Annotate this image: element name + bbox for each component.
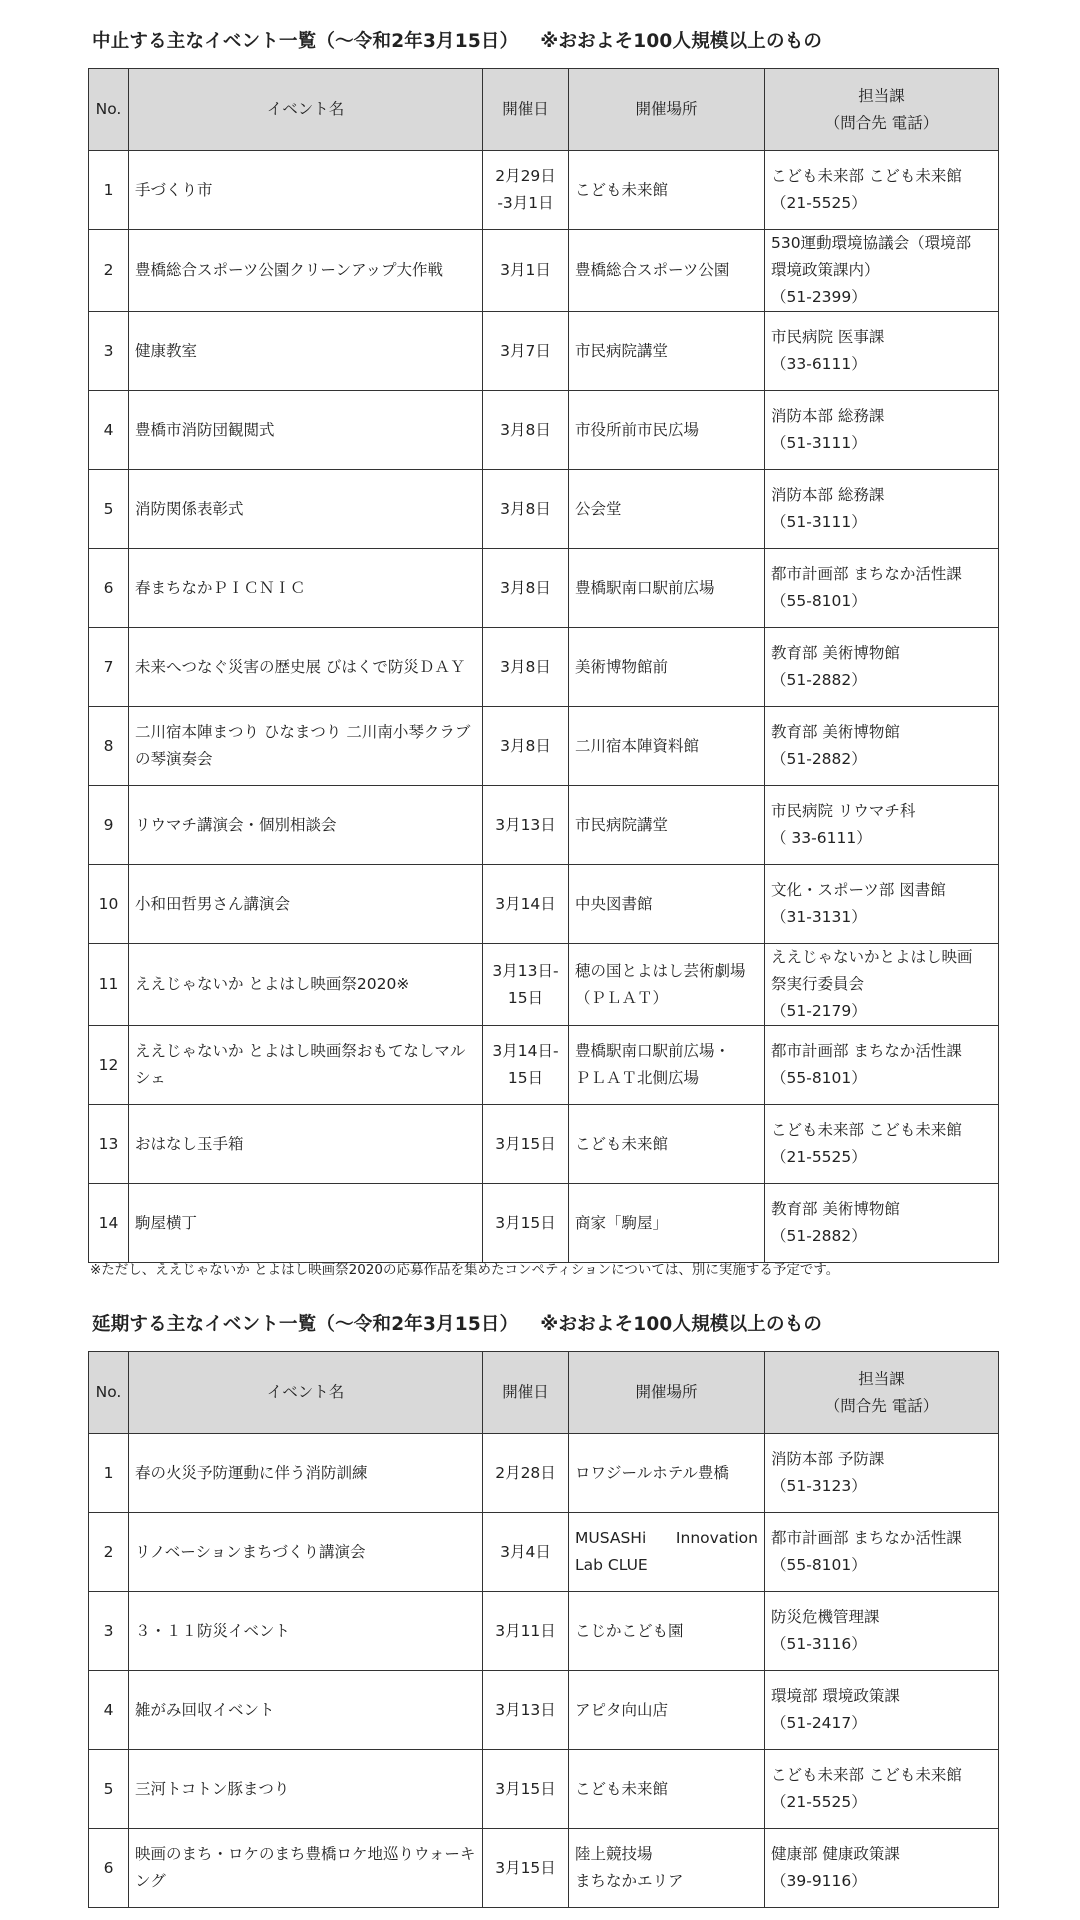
- contact-phone: （55-8101）: [771, 1069, 867, 1087]
- event-venue-line: アピタ向山店: [575, 1700, 669, 1719]
- event-venue: [569, 1592, 765, 1671]
- event-date-line: 3月4日: [500, 1542, 551, 1561]
- event-contact: [765, 1434, 999, 1513]
- contact-phone: （51-3111）: [771, 434, 867, 452]
- event-contact: [765, 707, 999, 786]
- contact-phone: （51-2417）: [771, 1714, 867, 1732]
- event-name: 未来へつなぐ災害の歴史展 びはくで防災ＤＡＹ: [129, 628, 483, 707]
- event-venue: [569, 628, 765, 707]
- contact-department: 祭実行委員会: [771, 975, 865, 993]
- event-date-line: 3月8日: [500, 736, 551, 755]
- cancelled-events-table: [88, 68, 999, 1263]
- event-date-line: 3月13日: [495, 1700, 556, 1719]
- event-contact: [765, 865, 999, 944]
- postponed-title-text: 延期する主なイベント一覧（～令和2年3月15日）: [92, 1314, 519, 1335]
- contact-phone: （51-2882）: [771, 750, 867, 768]
- contact-phone: （21-5525）: [771, 194, 867, 212]
- header-event-name: イベント名: [129, 1352, 483, 1434]
- event-venue-line: 中央図書館: [575, 894, 653, 913]
- event-date: [483, 1184, 569, 1263]
- contact-department: 市民病院 医事課: [771, 328, 885, 346]
- table-row: [89, 1671, 999, 1750]
- event-contact: [765, 549, 999, 628]
- event-venue: [569, 151, 765, 230]
- event-venue-line: 豊橋駅南口駅前広場: [575, 578, 715, 597]
- table-row: [89, 151, 999, 230]
- event-venue: [569, 312, 765, 391]
- event-date-line: 3月14日: [495, 894, 556, 913]
- event-venue-line: 二川宿本陣資料館: [575, 736, 700, 755]
- cancelled-section-title: [92, 27, 822, 53]
- event-contact: [765, 151, 999, 230]
- event-name: 映画のまち・ロケのまち豊橋ロケ地巡りウォーキング: [129, 1829, 483, 1908]
- event-name: 豊橋市消防団観閲式: [129, 391, 483, 470]
- event-contact: [765, 391, 999, 470]
- event-name: 豊橋総合スポーツ公園クリーンアップ大作戦: [129, 230, 483, 312]
- postponed-events-table: [88, 1351, 999, 1908]
- row-number: 14: [89, 1184, 129, 1263]
- row-number: 6: [89, 1829, 129, 1908]
- event-date-line: 3月11日: [495, 1621, 556, 1640]
- event-date: [483, 549, 569, 628]
- table-row: [89, 628, 999, 707]
- event-date-line: 3月8日: [500, 578, 551, 597]
- contact-department: ええじゃないかとよはし映画: [771, 948, 973, 966]
- row-number: 2: [89, 1513, 129, 1592]
- event-contact: [765, 944, 999, 1026]
- cancelled-title-note: ※おおよそ100人規模以上のもの: [540, 31, 823, 52]
- contact-department: 教育部 美術博物館: [771, 1200, 900, 1218]
- event-date: [483, 786, 569, 865]
- event-venue-line: 美術博物館前: [575, 657, 669, 676]
- table-row: [89, 1592, 999, 1671]
- header-no: No.: [89, 1352, 129, 1434]
- event-name: リウマチ講演会・個別相談会: [129, 786, 483, 865]
- postponed-title-note: ※おおよそ100人規模以上のもの: [540, 1314, 823, 1335]
- event-date-line: 2月28日: [495, 1463, 556, 1482]
- table-row: [89, 1184, 999, 1263]
- table-row: [89, 944, 999, 1026]
- header-event-name: イベント名: [129, 69, 483, 151]
- event-date: [483, 1750, 569, 1829]
- contact-department: 教育部 美術博物館: [771, 644, 900, 662]
- event-date: [483, 707, 569, 786]
- event-venue-line: 公会堂: [575, 499, 622, 518]
- contact-department: 環境政策課内）: [771, 261, 880, 279]
- event-name: ３・１１防災イベント: [129, 1592, 483, 1671]
- row-number: 10: [89, 865, 129, 944]
- event-date-line: 3月1日: [500, 261, 551, 279]
- header-no: No.: [89, 69, 129, 151]
- event-date: [483, 470, 569, 549]
- contact-department: 環境部 環境政策課: [771, 1687, 900, 1705]
- event-venue-line: 穂の国とよはし芸術劇場: [575, 961, 746, 980]
- event-venue-line: 市民病院講堂: [575, 341, 669, 360]
- header-contact-line2: （問合先 電話）: [824, 1396, 939, 1415]
- header-contact: [765, 1352, 999, 1434]
- table-row: [89, 1513, 999, 1592]
- row-number: 8: [89, 707, 129, 786]
- table-row: [89, 707, 999, 786]
- table-header-row: [89, 1352, 999, 1434]
- event-venue-line: 陸上競技場: [575, 1845, 653, 1863]
- event-date-line: 3月15日: [495, 1134, 556, 1153]
- header-venue: 開催場所: [569, 69, 765, 151]
- event-date: [483, 230, 569, 312]
- table-row: [89, 470, 999, 549]
- event-contact: [765, 1184, 999, 1263]
- table-row: [89, 1434, 999, 1513]
- contact-phone: （31-3131）: [771, 908, 867, 926]
- event-venue-line: こども未来館: [575, 1134, 669, 1153]
- event-date: [483, 1513, 569, 1592]
- row-number: 5: [89, 470, 129, 549]
- contact-phone: （21-5525）: [771, 1793, 867, 1811]
- event-name: 三河トコトン豚まつり: [129, 1750, 483, 1829]
- contact-phone: （51-3111）: [771, 513, 867, 531]
- row-number: 11: [89, 944, 129, 1026]
- contact-department: 教育部 美術博物館: [771, 723, 900, 741]
- contact-phone: （55-8101）: [771, 1556, 867, 1574]
- table-row: [89, 391, 999, 470]
- event-date-line: 3月14日-: [492, 1042, 559, 1060]
- table-row: [89, 230, 999, 312]
- event-contact: [765, 1750, 999, 1829]
- event-date-line: 3月13日: [495, 815, 556, 834]
- event-date: [483, 628, 569, 707]
- event-venue: [569, 1434, 765, 1513]
- contact-phone: （51-2882）: [771, 671, 867, 689]
- header-date: 開催日: [483, 69, 569, 151]
- event-contact: [765, 1829, 999, 1908]
- contact-phone: （51-2399）: [771, 288, 867, 306]
- row-number: 5: [89, 1750, 129, 1829]
- event-contact: [765, 312, 999, 391]
- event-date: [483, 312, 569, 391]
- event-date-line: 15日: [507, 1069, 544, 1087]
- table-row: [89, 1829, 999, 1908]
- contact-department: 消防本部 総務課: [771, 486, 885, 504]
- contact-phone: （ 33-6111）: [771, 829, 872, 847]
- contact-department: こども未来部 こども未来館: [771, 167, 962, 185]
- event-venue-line: 市役所前市民広場: [575, 420, 700, 439]
- contact-phone: （55-8101）: [771, 592, 867, 610]
- event-name: ええじゃないか とよはし映画祭おもてなしマルシェ: [129, 1026, 483, 1105]
- header-date: 開催日: [483, 1352, 569, 1434]
- contact-phone: （51-2179）: [771, 1002, 867, 1020]
- event-date: [483, 1592, 569, 1671]
- event-date-line: 3月8日: [500, 420, 551, 439]
- contact-phone: （39-9116）: [771, 1872, 867, 1890]
- event-venue-line: こども未来館: [575, 1779, 669, 1798]
- event-venue: [569, 1750, 765, 1829]
- event-contact: [765, 786, 999, 865]
- event-date-line: 3月15日: [495, 1858, 556, 1877]
- event-date-line: 3月15日: [495, 1213, 556, 1232]
- event-contact: [765, 628, 999, 707]
- row-number: 12: [89, 1026, 129, 1105]
- contact-phone: （51-2882）: [771, 1227, 867, 1245]
- table-row: [89, 1105, 999, 1184]
- event-date: [483, 1671, 569, 1750]
- contact-department: 市民病院 リウマチ科: [771, 802, 916, 820]
- event-venue: [569, 865, 765, 944]
- event-contact: [765, 470, 999, 549]
- event-venue: [569, 470, 765, 549]
- row-number: 3: [89, 1592, 129, 1671]
- contact-department: 都市計画部 まちなか活性課: [771, 1042, 962, 1060]
- event-date: [483, 1434, 569, 1513]
- event-name: 消防関係表彰式: [129, 470, 483, 549]
- contact-department: 文化・スポーツ部 図書館: [771, 881, 946, 899]
- table-row: [89, 865, 999, 944]
- event-venue-line: まちなかエリア: [575, 1872, 684, 1890]
- event-venue: [569, 944, 765, 1026]
- row-number: 4: [89, 391, 129, 470]
- header-contact: [765, 69, 999, 151]
- table-row: [89, 1026, 999, 1105]
- event-venue-line: 豊橋総合スポーツ公園: [575, 261, 730, 279]
- event-name: 春の火災予防運動に伴う消防訓練: [129, 1434, 483, 1513]
- row-number: 6: [89, 549, 129, 628]
- event-name: ええじゃないか とよはし映画祭2020※: [129, 944, 483, 1026]
- event-name: 春まちなかＰＩＣＮＩＣ: [129, 549, 483, 628]
- event-name: 手づくり市: [129, 151, 483, 230]
- event-date-line: 3月7日: [500, 341, 551, 360]
- event-contact: [765, 1105, 999, 1184]
- event-venue: [569, 230, 765, 312]
- contact-department: こども未来部 こども未来館: [771, 1121, 962, 1139]
- event-venue-line: こじかこども園: [575, 1621, 684, 1640]
- table-header-row: [89, 69, 999, 151]
- event-name: おはなし玉手箱: [129, 1105, 483, 1184]
- contact-department: 都市計画部 まちなか活性課: [771, 1529, 962, 1547]
- contact-department: 健康部 健康政策課: [771, 1845, 900, 1863]
- event-venue-line: MUSASHi Innovation: [575, 1529, 758, 1547]
- table-row: [89, 312, 999, 391]
- event-contact: [765, 1513, 999, 1592]
- event-date-line: 3月8日: [500, 499, 551, 518]
- event-venue-line: 豊橋駅南口駅前広場・: [575, 1042, 731, 1060]
- event-date: [483, 151, 569, 230]
- row-number: 1: [89, 151, 129, 230]
- event-contact: [765, 230, 999, 312]
- event-date-line: 3月13日-: [492, 961, 559, 980]
- contact-department: 530運動環境協議会（環境部: [771, 234, 972, 252]
- row-number: 3: [89, 312, 129, 391]
- contact-department: 防災危機管理課: [771, 1608, 880, 1626]
- event-venue-line: こども未来館: [575, 180, 669, 199]
- event-contact: [765, 1671, 999, 1750]
- event-name: 駒屋横丁: [129, 1184, 483, 1263]
- event-venue: [569, 707, 765, 786]
- event-date: [483, 1026, 569, 1105]
- header-contact-line1: 担当課: [858, 86, 905, 105]
- row-number: 9: [89, 786, 129, 865]
- table-row: [89, 549, 999, 628]
- contact-phone: （21-5525）: [771, 1148, 867, 1166]
- event-venue-line: ＰＬＡＴ北側広場: [575, 1069, 700, 1087]
- event-venue: [569, 391, 765, 470]
- row-number: 4: [89, 1671, 129, 1750]
- event-contact: [765, 1026, 999, 1105]
- event-venue-line: Lab CLUE: [575, 1556, 648, 1574]
- event-contact: [765, 1592, 999, 1671]
- event-date-line: -3月1日: [497, 194, 554, 212]
- event-name: 健康教室: [129, 312, 483, 391]
- event-name: 二川宿本陣まつり ひなまつり 二川南小琴クラブの琴演奏会: [129, 707, 483, 786]
- event-date: [483, 1105, 569, 1184]
- event-venue: [569, 1829, 765, 1908]
- footnote: ※ただし、ええじゃないか とよはし映画祭2020の応募作品を集めたコンペティションについては、別に実施する予定です。: [90, 1262, 840, 1278]
- contact-department: こども未来部 こども未来館: [771, 1766, 962, 1784]
- event-venue-line: 市民病院講堂: [575, 815, 669, 834]
- row-number: 7: [89, 628, 129, 707]
- event-date: [483, 391, 569, 470]
- row-number: 2: [89, 230, 129, 312]
- event-date-line: 15日: [507, 988, 544, 1007]
- event-venue: [569, 786, 765, 865]
- event-venue: [569, 1105, 765, 1184]
- contact-department: 消防本部 総務課: [771, 407, 885, 425]
- event-venue: [569, 1671, 765, 1750]
- contact-phone: （51-3123）: [771, 1477, 867, 1495]
- event-date: [483, 1829, 569, 1908]
- header-contact-line2: （問合先 電話）: [824, 113, 939, 132]
- event-name: 小和田哲男さん講演会: [129, 865, 483, 944]
- event-venue-line: 商家「駒屋」: [575, 1213, 669, 1232]
- header-contact-line1: 担当課: [858, 1369, 905, 1388]
- row-number: 1: [89, 1434, 129, 1513]
- row-number: 13: [89, 1105, 129, 1184]
- postponed-section-title: [92, 1310, 822, 1336]
- contact-phone: （33-6111）: [771, 355, 867, 373]
- event-venue: [569, 1513, 765, 1592]
- event-name: リノベーションまちづくり講演会: [129, 1513, 483, 1592]
- event-date-line: 3月8日: [500, 657, 551, 676]
- header-venue: 開催場所: [569, 1352, 765, 1434]
- event-date-line: 3月15日: [495, 1779, 556, 1798]
- event-date: [483, 944, 569, 1026]
- event-name: 雑がみ回収イベント: [129, 1671, 483, 1750]
- event-date-line: 2月29日: [495, 167, 556, 185]
- contact-department: 都市計画部 まちなか活性課: [771, 565, 962, 583]
- event-venue: [569, 1184, 765, 1263]
- table-row: [89, 1750, 999, 1829]
- event-venue: [569, 549, 765, 628]
- contact-phone: （51-3116）: [771, 1635, 867, 1653]
- cancelled-title-text: 中止する主なイベント一覧（～令和2年3月15日）: [92, 31, 519, 52]
- event-venue: [569, 1026, 765, 1105]
- table-row: [89, 786, 999, 865]
- event-date: [483, 865, 569, 944]
- contact-department: 消防本部 予防課: [771, 1450, 885, 1468]
- event-venue-line: （ＰＬＡＴ）: [575, 988, 669, 1007]
- event-venue-line: ロワジールホテル豊橋: [575, 1463, 729, 1482]
